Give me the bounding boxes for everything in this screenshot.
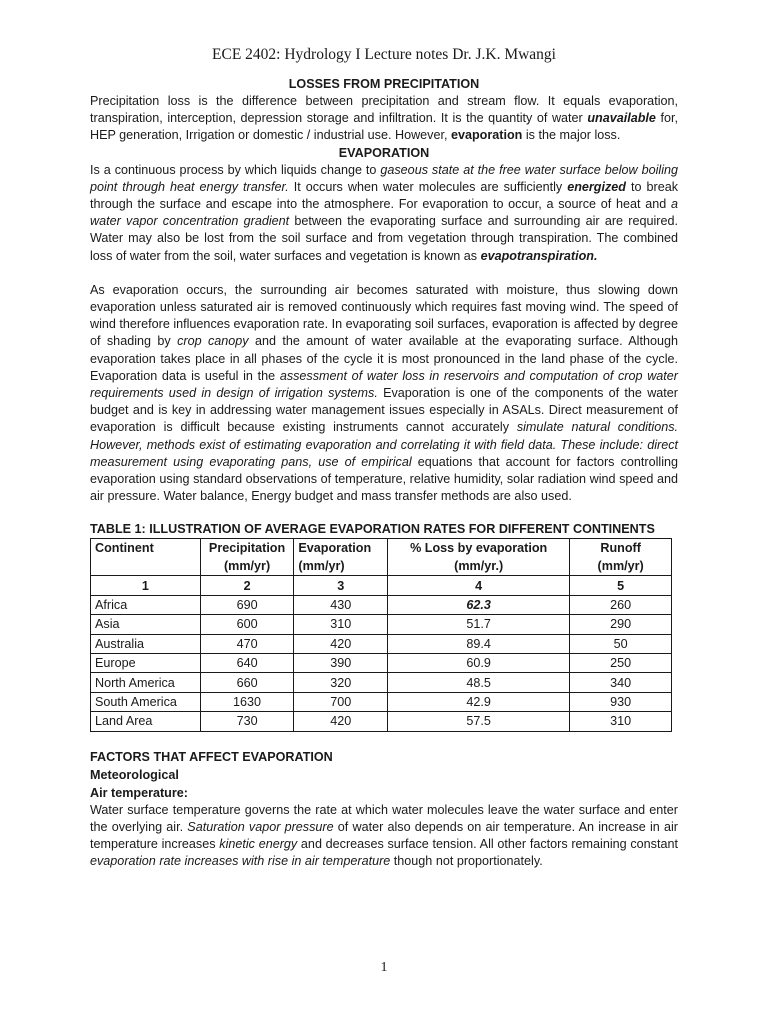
table-cell: 290 — [570, 615, 672, 634]
column-number: 1 — [91, 576, 201, 595]
header-cell — [388, 539, 570, 576]
header-cell — [200, 539, 294, 576]
table-row — [91, 595, 672, 614]
evaporation-paragraph-1 — [90, 162, 678, 265]
text-run: between the evaporating surface and surrounding air are required. Water may also be lost from the soil surface and from vegetation through transpiration. The combined loss of water from the soil, water surfaces and vegetation is known as — [90, 214, 678, 263]
text-run: and the amount of water available at the evaporating surface. Although evaporation takes place in all phases of the cycle it is most pronounced in the land phase of the cycle. Evaporation data is useful in the — [90, 334, 678, 383]
italic-text: Saturation vapor pressure — [187, 819, 334, 834]
table-row — [91, 615, 672, 634]
table-cell: 470 — [200, 634, 294, 653]
page-content — [90, 76, 678, 870]
air-temperature-paragraph — [90, 802, 678, 871]
header-line: (mm/yr.) — [454, 559, 504, 574]
header-line: (mm/yr) — [597, 559, 644, 574]
text-run: is the major loss. — [522, 128, 621, 143]
header-cell — [294, 539, 388, 576]
page-number: 1 — [380, 960, 388, 975]
text-run: Evaporation is one of the components of the water budget and is key in addressing water management issues especially in ASALs. Direct measurement of evaporation is difficult because existing instruments cannot accurately — [90, 386, 678, 435]
table-cell: Australia — [91, 634, 201, 653]
table-cell: Asia — [91, 615, 201, 634]
header-line: % Loss by evaporation — [410, 541, 548, 556]
italic-text: assessment of water loss in reservoirs and computation of crop water requirements used in design of irrigation systems. — [90, 368, 678, 401]
column-number-row — [91, 576, 672, 595]
table-cell: 57.5 — [388, 712, 570, 731]
table-cell: 60.9 — [388, 654, 570, 673]
table-cell: 340 — [570, 673, 672, 692]
table-cell: 420 — [294, 712, 388, 731]
text-run: Is a continuous process by which liquids change to — [90, 162, 381, 177]
table-cell: 89.4 — [388, 634, 570, 653]
text-run: equations that account for factors controlling evaporation using standard observations of temperature, relative humidity, solar radiation wind speed and air pressure. Water balance, Energy budget and mass transfer methods are also used. — [90, 454, 679, 504]
table-title: TABLE 1: ILLUSTRATION OF AVERAGE EVAPORATION RATES FOR DIFFERENT CONTINENTS — [90, 522, 655, 537]
table-row — [91, 634, 672, 653]
table-cell: 930 — [570, 692, 672, 711]
text-run: As evaporation occurs, the surrounding air becomes saturated with moisture, thus slowing down evaporation unless saturated air is removed continuously which requires fast moving wind. The speed of wind therefore influences evaporation rate. In evaporating soil surfaces, evaporation is affected by degree of shading by — [90, 282, 678, 349]
table-cell: 310 — [570, 712, 672, 731]
table-cell: 62.3 — [388, 595, 570, 614]
table-header-row — [91, 539, 672, 576]
emphasis-text: unavailable — [587, 111, 656, 126]
table-cell: 250 — [570, 654, 672, 673]
table-cell: 42.9 — [388, 692, 570, 711]
table-row — [91, 692, 672, 711]
text-run: It occurs when water molecules are sufficiently — [288, 179, 568, 194]
emphasis-text: energized — [567, 179, 626, 194]
table-cell: 51.7 — [388, 615, 570, 634]
table-cell: 48.5 — [388, 673, 570, 692]
italic-text: a water vapor concentration gradient — [90, 197, 678, 229]
page-header: ECE 2402: Hydrology I Lecture notes Dr. J.K. Mwangi — [212, 46, 556, 63]
losses-paragraph — [90, 93, 678, 145]
header-line: Precipitation — [208, 541, 286, 556]
factors-subheading: Meteorological — [90, 767, 179, 782]
header-line: (mm/yr) — [298, 559, 345, 574]
table-cell: 640 — [200, 654, 294, 673]
header-cell — [91, 539, 201, 576]
table-cell: 420 — [294, 634, 388, 653]
table-cell: 700 — [294, 692, 388, 711]
italic-text: crop canopy — [177, 334, 249, 349]
air-temperature-heading: Air temperature: — [90, 785, 188, 800]
header-line: Runoff — [600, 541, 641, 556]
text-run: to break through the surface and escape into the atmosphere. For evaporation to occur, a source of heat and — [90, 179, 678, 212]
table-cell: North America — [91, 673, 201, 692]
table-cell: 600 — [200, 615, 294, 634]
italic-text: evaporation rate increases with rise in air temperature — [90, 854, 391, 869]
text-run: and decreases surface tension. All other factors remaining constant — [297, 837, 678, 851]
table-cell: Europe — [91, 654, 201, 673]
table-row — [91, 712, 672, 731]
table-cell: 320 — [294, 673, 388, 692]
losses-heading: LOSSES FROM PRECIPITATION — [288, 77, 480, 91]
table-cell: 50 — [570, 634, 672, 653]
table-cell: Africa — [91, 595, 201, 614]
evaporation-table — [90, 538, 672, 731]
text-run: Water surface temperature governs the rate at which water molecules leave the water surface and enter the overlying air. — [90, 802, 678, 834]
table-cell: 260 — [570, 595, 672, 614]
factors-heading: FACTORS THAT AFFECT EVAPORATION — [90, 749, 333, 764]
bold-text: evaporation — [450, 128, 523, 143]
table-cell: 430 — [294, 595, 388, 614]
italic-text: simulate natural conditions. However, methods exist of estimating evaporation and correlating it with field data. These include: direct measurement using evaporating pans, use of empirical — [90, 420, 678, 469]
header-cell — [570, 539, 672, 576]
table-cell: Land Area — [91, 712, 201, 731]
italic-text: kinetic energy — [219, 837, 298, 851]
emphasis-text: evapotranspiration. — [480, 248, 598, 263]
factors-section — [90, 748, 678, 871]
column-number: 2 — [200, 576, 294, 595]
italic-text: gaseous state at the free water surface below boiling point through heat energy transfer. — [90, 162, 678, 194]
table-cell: 730 — [200, 712, 294, 731]
header-line: Evaporation — [298, 541, 372, 556]
table-row — [91, 654, 672, 673]
table-cell: 390 — [294, 654, 388, 673]
evaporation-heading: EVAPORATION — [338, 145, 430, 160]
text-run: for, HEP generation, Irrigation or domestic / industrial use. However, — [90, 111, 678, 143]
evaporation-paragraph-2 — [90, 282, 678, 506]
table-row — [91, 673, 672, 692]
table-cell: 1630 — [200, 692, 294, 711]
text-run: though not proportionately. — [390, 854, 543, 869]
column-number: 5 — [570, 576, 672, 595]
table-cell: 690 — [200, 595, 294, 614]
column-number: 3 — [294, 576, 388, 595]
table-cell: 310 — [294, 615, 388, 634]
text-run: Precipitation loss is the difference between precipitation and stream flow. It equals evaporation, transpiration, interception, depression storage and infiltration. It is the quantity of water — [90, 94, 678, 126]
table-cell: South America — [91, 692, 201, 711]
header-line: Continent — [95, 541, 154, 556]
table-cell: 660 — [200, 673, 294, 692]
header-line: (mm/yr) — [223, 559, 271, 574]
text-run: of water also depends on air temperature. An increase in air temperature increases — [90, 819, 678, 851]
column-number: 4 — [388, 576, 570, 595]
